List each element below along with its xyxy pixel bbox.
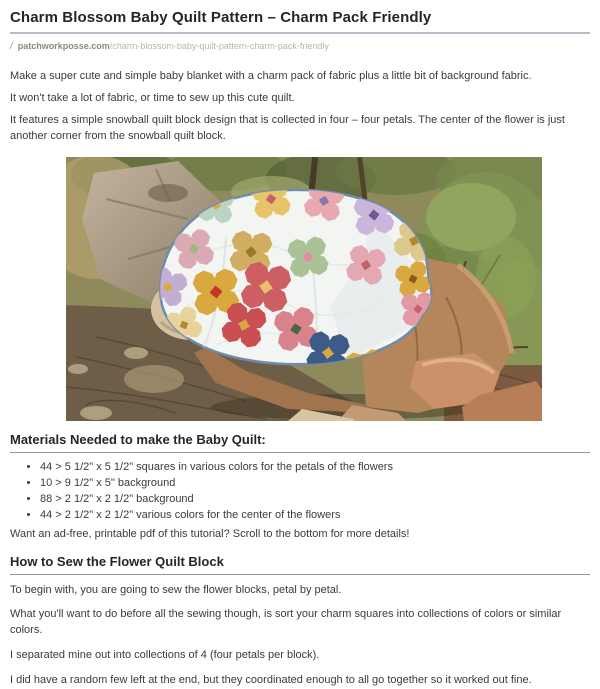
how-to-paragraph-4: I did have a random few left at the end, but they coordinated enough to all go together so it worked out fine. [10, 673, 590, 689]
breadcrumb-path: /charm-blossom-baby-quilt-pattern-charm-pack-friendly [110, 41, 329, 51]
materials-heading: Materials Needed to make the Baby Quilt: [10, 432, 590, 447]
materials-divider [10, 452, 590, 453]
intro-paragraph-3: It features a simple snowball quilt block design that is collected in four – four petals. The center of the flower is just another corner from the snowball quilt block. [10, 113, 590, 145]
breadcrumb [10, 41, 590, 52]
article [0, 9, 600, 689]
materials-item: • 44 > 5 1/2" x 5 1/2" squares in various colors for the petals of the flowers [40, 460, 590, 475]
title-divider [10, 32, 590, 34]
materials-item: • 10 > 9 1/2" x 5" background [40, 476, 590, 491]
how-to-paragraph-3: I separated mine out into collections of 4 (four petals per block). [10, 648, 590, 664]
breadcrumb-domain: patchworkposse.com [18, 41, 110, 51]
intro-paragraph-2: It won't take a lot of fabric, or time to sew up this cute quilt. [10, 91, 590, 107]
intro-section [10, 69, 590, 145]
quilt-photo [66, 157, 542, 421]
intro-paragraph-1: Make a super cute and simple baby blanket with a charm pack of fabric plus a little bit of background fabric. [10, 69, 590, 85]
how-to-divider [10, 574, 590, 575]
page-title: Charm Blossom Baby Quilt Pattern – Charm Pack Friendly [10, 9, 590, 26]
how-to-paragraph-2: What you'll want to do before all the sewing though, is sort your charm squares into collections of colors or similar colors. [10, 607, 590, 639]
materials-list [10, 460, 590, 523]
pdf-note: Want an ad-free, printable pdf of this tutorial? Scroll to the bottom for more details! [10, 527, 590, 543]
how-to-paragraph-1: To begin with, you are going to sew the flower blocks, petal by petal. [10, 583, 590, 599]
how-to-section [10, 554, 590, 689]
materials-item: • 88 > 2 1/2" x 2 1/2" background [40, 492, 590, 507]
materials-item: • 44 > 2 1/2" x 2 1/2" various colors for the center of the flowers [40, 508, 590, 523]
materials-section [10, 432, 590, 543]
how-to-heading: How to Sew the Flower Quilt Block [10, 554, 590, 569]
breadcrumb-slash-icon: / [10, 41, 13, 52]
